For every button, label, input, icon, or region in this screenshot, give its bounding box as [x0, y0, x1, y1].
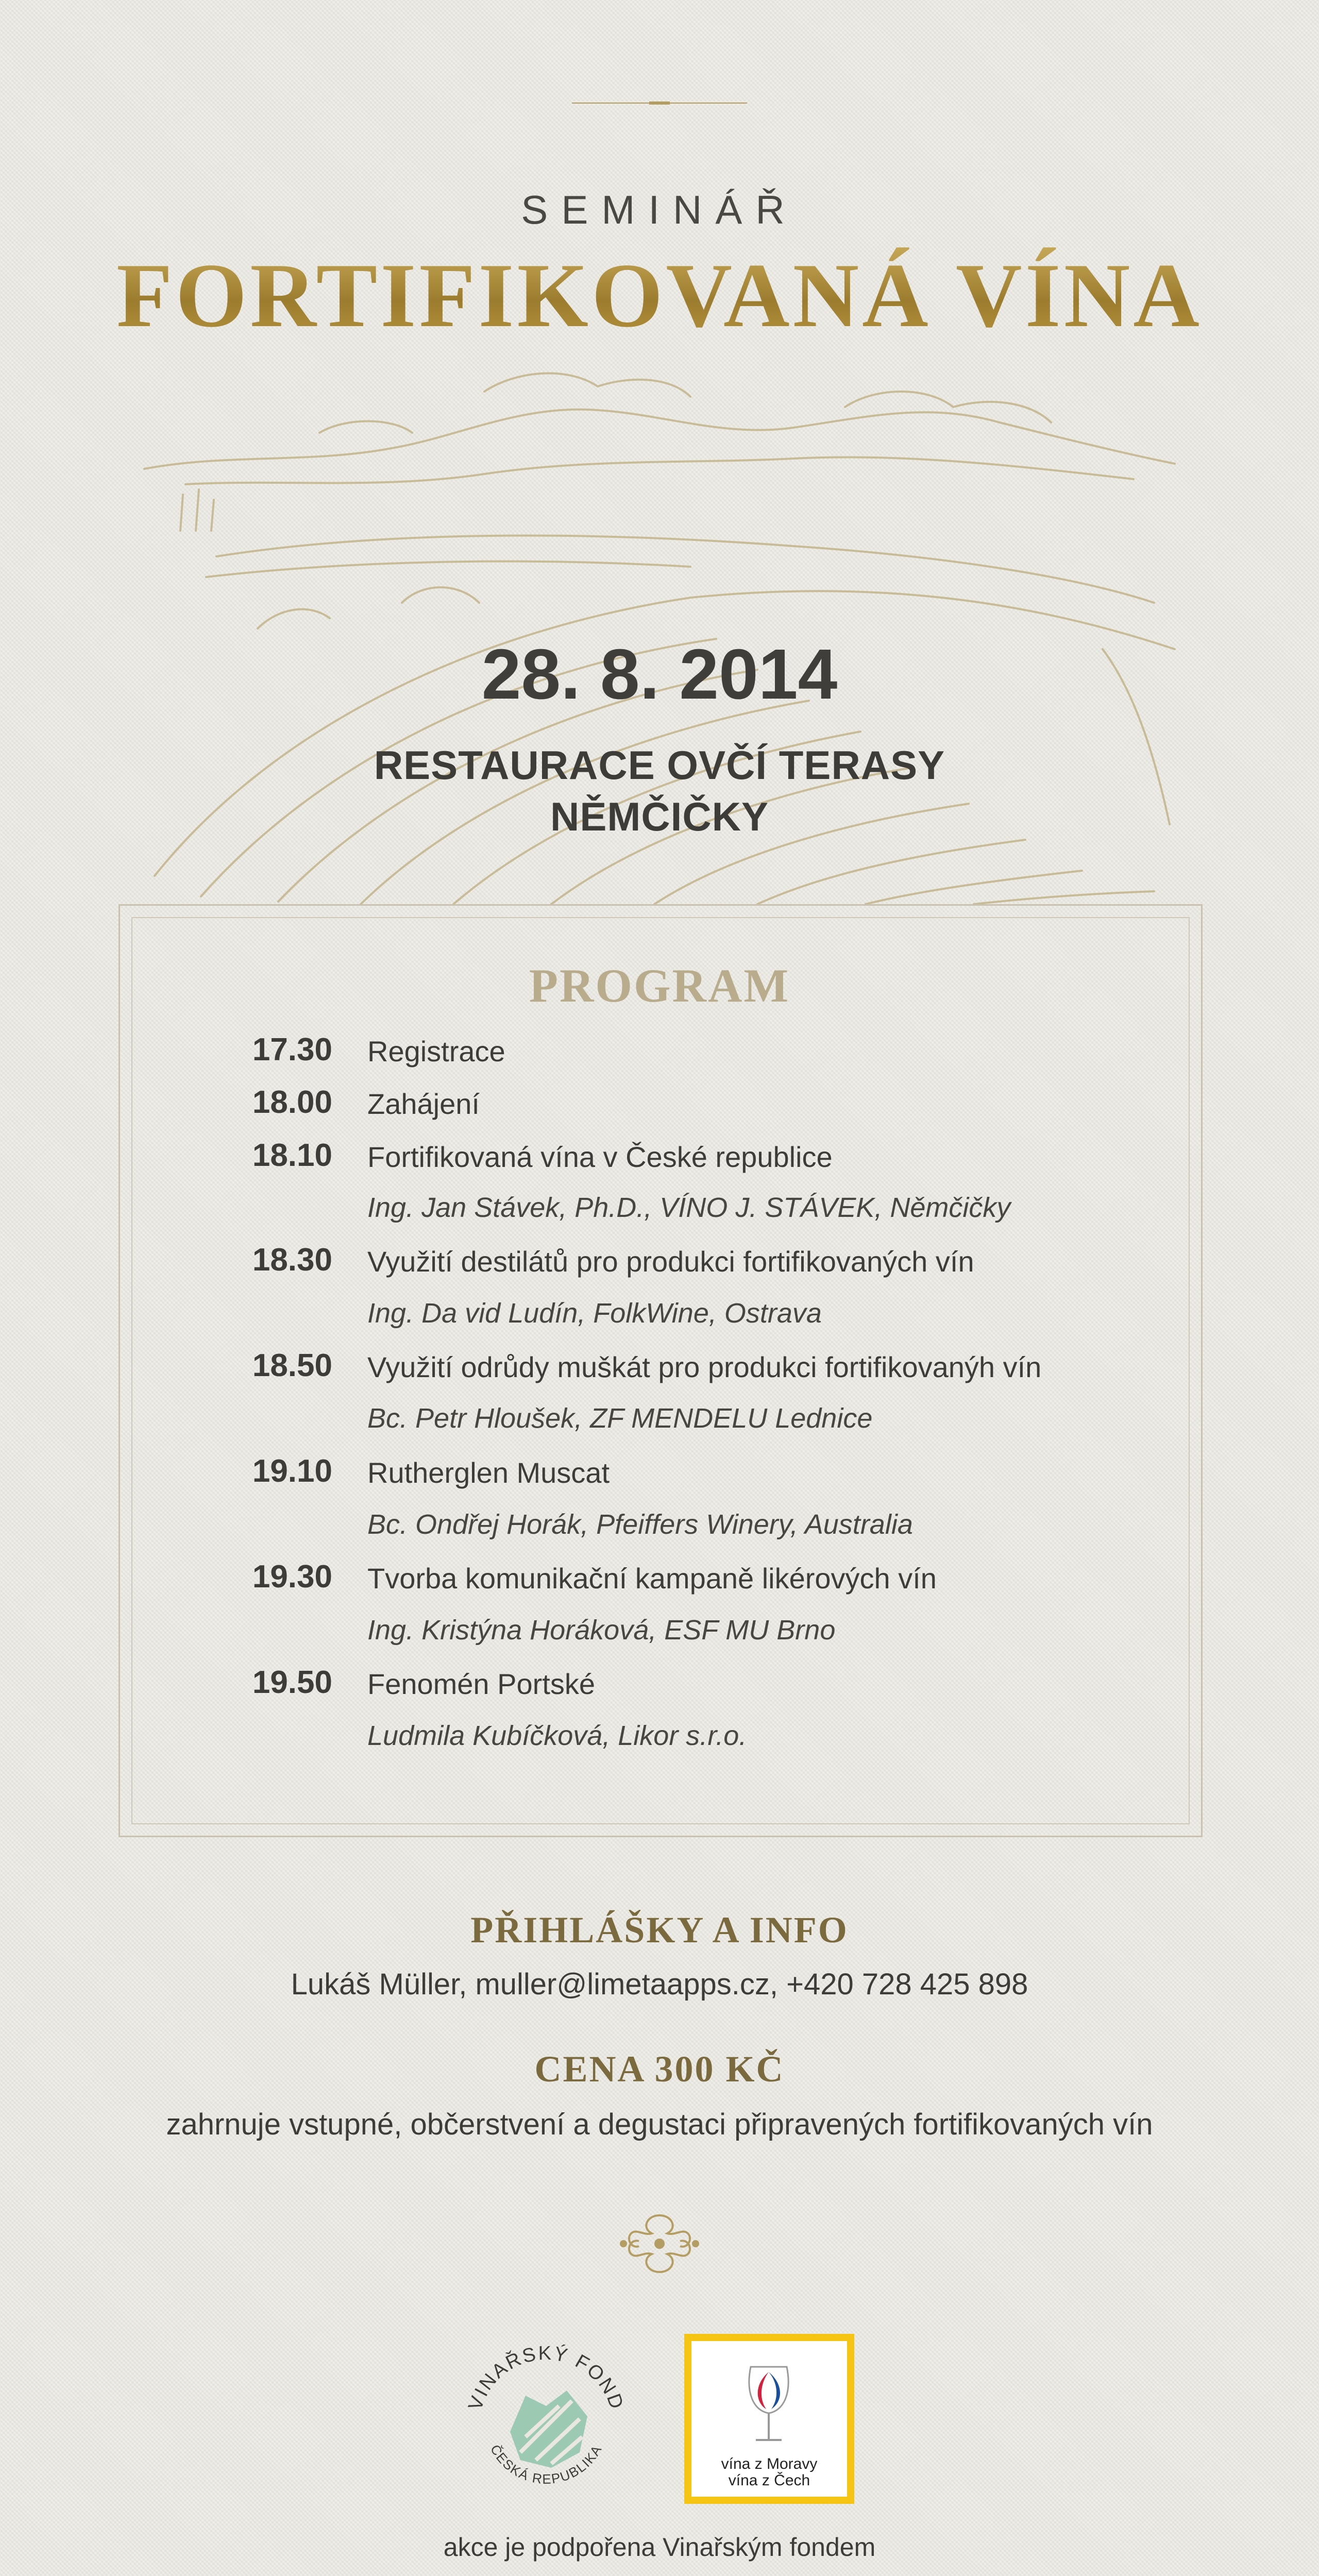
vine-leaf-icon: [510, 2391, 587, 2468]
program-time: 19.10: [252, 1453, 332, 1489]
program-speaker: Ing. Da vid Ludín, FolkWine, Ostrava: [367, 1298, 822, 1329]
svg-text:VINAŘSKÝ FOND: [464, 2343, 628, 2413]
main-title: FORTIFIKOVANÁ VÍNA: [0, 242, 1319, 348]
wine-glass-icon: [740, 2362, 797, 2449]
program-title: Využití destilátů pro produkci fortifikovaných vín: [367, 1245, 974, 1278]
vina-z-moravy-logo: [684, 2334, 854, 2504]
program-time: 18.10: [252, 1138, 332, 1173]
program-time: 18.30: [252, 1242, 332, 1278]
program-speaker: Bc. Petr Hloušek, ZF MENDELU Lednice: [367, 1403, 873, 1434]
event-date: 28. 8. 2014: [481, 635, 838, 714]
fond-country-text: ČESKÁ REPUBLIKA: [487, 2442, 605, 2487]
wine-logo-inner: [691, 2341, 847, 2497]
fond-name-text: VINAŘSKÝ FOND: [464, 2342, 628, 2413]
program-title: Využití odrůdy muškát pro produkci fortifikovanýh vín: [367, 1351, 1042, 1383]
price-heading: CENA 300 KČ: [534, 2048, 785, 2090]
support-note: akce je podpořena Vinařským fondem: [443, 2533, 876, 2562]
registration-heading: PŘIHLÁŠKY A INFO: [470, 1909, 849, 1951]
program-time: 18.00: [252, 1084, 332, 1120]
venue-town: NĚMČIČKY: [550, 794, 769, 839]
program-speaker: Bc. Ondřej Horák, Pfeiffers Winery, Australia: [367, 1509, 913, 1540]
program-title: Tvorba komunikační kampaně likérových vín: [367, 1562, 937, 1595]
wine-logo-text-bohemia: vína z Čech: [728, 2472, 810, 2489]
flourish-ornament-icon: [616, 2205, 703, 2282]
contact-info: Lukáš Müller, muller@limetaapps.cz, +420 728 425 898: [291, 1968, 1028, 2001]
program-speaker: Ing. Jan Stávek, Ph.D., VÍNO J. STÁVEK, Němčičky: [367, 1192, 1011, 1223]
program-time: 19.50: [252, 1665, 332, 1700]
vinarsky-fond-logo: [448, 2329, 644, 2514]
program-title: Registrace: [367, 1035, 505, 1067]
program-time: 18.50: [252, 1348, 332, 1383]
venue-name: RESTAURACE OVČÍ TERASY: [374, 742, 945, 788]
program-title: Fortifikovaná vína v České republice: [367, 1141, 833, 1173]
program-title: Fenomén Portské: [367, 1668, 595, 1700]
program-heading: PROGRAM: [529, 959, 790, 1012]
wine-logo-text-moravia: vína z Moravy: [721, 2455, 818, 2472]
seminar-label: SEMINÁŘ: [521, 187, 798, 232]
program-time: 17.30: [252, 1032, 332, 1067]
program-title: Zahájení: [367, 1088, 480, 1120]
price-note: zahrnuje vstupné, občerstvení a degustaci připravených fortifikovaných vín: [166, 2108, 1153, 2141]
program-title: Rutherglen Muscat: [367, 1456, 610, 1489]
top-ornament-line: [572, 101, 747, 105]
program-speaker: Ludmila Kubíčková, Likor s.r.o.: [367, 1720, 747, 1751]
program-time: 19.30: [252, 1559, 332, 1595]
program-speaker: Ing. Kristýna Horáková, ESF MU Brno: [367, 1615, 836, 1646]
